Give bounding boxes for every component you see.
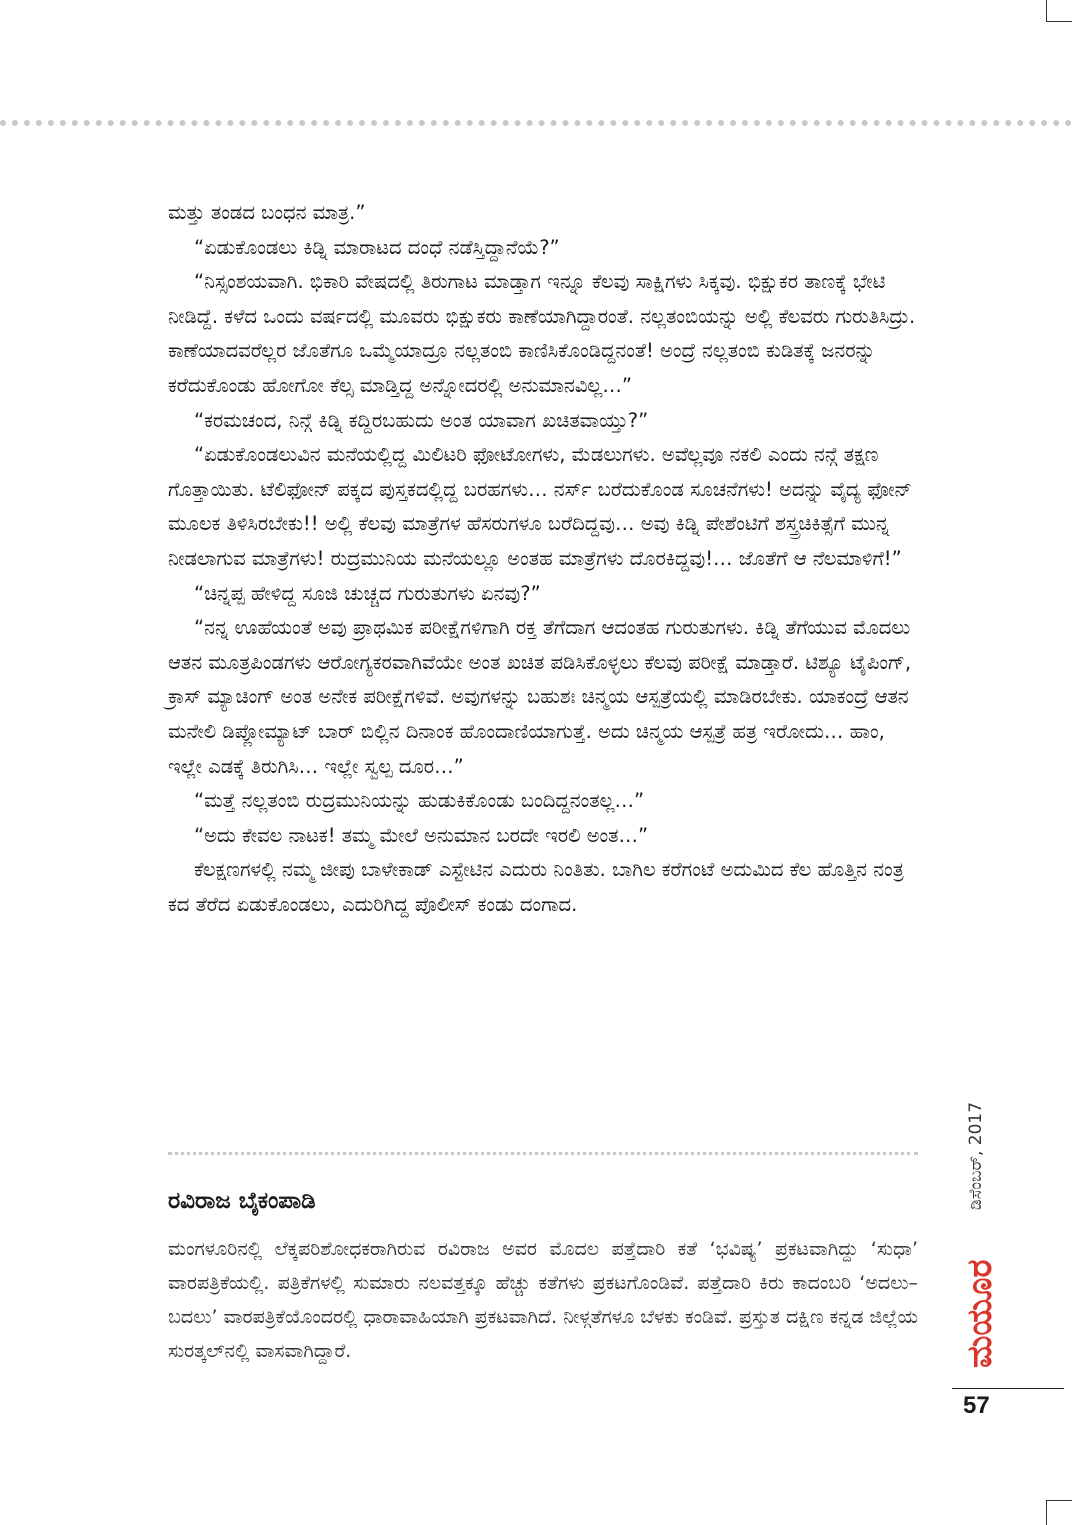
author-name: ರವಿರಾಜ ಬೈಕಂಪಾಡಿ <box>168 1188 316 1214</box>
crop-mark-top-right <box>1046 0 1047 22</box>
story-paragraph: “ಮತ್ತೆ ನಲ್ಲತಂಬಿ ರುದ್ರಮುನಿಯನ್ನು ಹುಡುಕಿಕೊಂಡು ಬಂದಿದ್ದನಂತಲ್ಲ…” <box>194 789 645 813</box>
story-paragraph: “ಅದು ಕೇವಲ ನಾಟಕ! ತಮ್ಮ ಮೇಲೆ ಅನುಮಾನ ಬರದೇ ಇರಲಿ ಅಂತ…” <box>194 823 649 847</box>
story-paragraph: “ಕರಮಚಂದ, ನಿನ್ಗೆ ಕಿಡ್ನಿ ಕದ್ದಿರಬಹುದು ಅಂತ ಯಾವಾಗ ಖಚಿತವಾಯ್ತು?” <box>194 408 649 432</box>
story-paragraph: ಕೆಲಕ್ಷಣಗಳಲ್ಲಿ ನಮ್ಮ ಜೀಪು ಬಾಳೇಕಾಡ್ ಎಸ್ಟೇಟಿನ ಎದುರು ನಿಂತಿತು. ಬಾಗಿಲ ಕರೆಗಂಟೆ ಅದುಮಿದ ಕೆಲ ಹೊತ್ತಿನ ನಂತ್ರ ಕದ ತೆರೆದ ಏಡುಕೊಂಡಲು, ಎದುರಿಗಿದ್ದ ಪೊಲೀಸ್ ಕಂಡು ದಂಗಾದ. <box>168 858 904 916</box>
story-paragraph: “ಚಿನ್ನಪ್ಪ ಹೇಳಿದ್ದ ಸೂಜಿ ಚುಚ್ಚದ ಗುರುತುಗಳು ಏನವು?” <box>194 581 541 605</box>
crop-mark-bottom-right-h <box>1046 1500 1072 1501</box>
bio-divider <box>168 1152 918 1155</box>
story-paragraph: “ಏಡುಕೊಂಡಲುವಿನ ಮನೆಯಲ್ಲಿದ್ದ ಮಿಲಿಟರಿ ಫೋಟೋಗಳು, ಮೆಡಲುಗಳು. ಅವೆಲ್ಲವೂ ನಕಲಿ ಎಂದು ನನ್ಗೆ ತಕ್ಷಣ ಗೊತ್ತಾಯಿತು. ಟೆಲಿಫೋನ್ ಪಕ್ಕದ ಪುಸ್ತಕದಲ್ಲಿದ್ದ ಬರಹಗಳು… ನರ್ಸ್ ಬರೆದುಕೊಂಡ ಸೂಚನೆಗಳು! ಅದನ್ನು ವೈದ್ಯ ಫೋನ್ ಮೂಲಕ ತಿಳಿಸಿರಬೇಕು!! ಅಲ್ಲಿ ಕೆಲವು ಮಾತ್ರೆಗಳ ಹೆಸರುಗಳೂ ಬರೆದಿದ್ದವು… ಅವು ಕಿಡ್ನಿ ಪೇಶೆಂಟಿಗೆ ಶಸ್ತ್ರಚಿಕಿತ್ಸೆಗೆ ಮುನ್ನ ನೀಡಲಾಗುವ ಮಾತ್ರೆಗಳು! ರುದ್ರಮುನಿಯ ಮನೆಯಲ್ಲೂ ಅಂತಹ ಮಾತ್ರೆಗಳು ದೊರಕಿದ್ದವು!… ಜೊತೆಗೆ ಆ ನೆಲಮಾಳಿಗೆ!” <box>168 443 912 570</box>
story-paragraph: “ಏಡುಕೊಂಡಲು ಕಿಡ್ನಿ ಮಾರಾಟದ ದಂಧೆ ನಡೆಸ್ತಿದ್ದಾನೆಯೆ?” <box>194 235 560 259</box>
top-dotted-rule <box>0 120 1072 126</box>
crop-mark-bottom-right <box>1046 1500 1047 1525</box>
page-number-rule <box>952 1388 1064 1389</box>
magazine-logo: ಮಯೂರ <box>960 1259 1000 1368</box>
story-paragraph: “ನನ್ನ ಊಹೆಯಂತೆ ಅವು ಪ್ರಾಥಮಿಕ ಪರೀಕ್ಷೆಗಳಿಗಾಗಿ ರಕ್ತ ತೆಗೆದಾಗ ಆದಂತಹ ಗುರುತುಗಳು. ಕಿಡ್ನಿ ತೆಗೆಯುವ ಮೊದಲು ಆತನ ಮೂತ್ರಪಿಂಡಗಳು ಆರೋಗ್ಯಕರವಾಗಿವೆಯೇ ಅಂತ ಖಚಿತ ಪಡಿಸಿಕೊಳ್ಳಲು ಕೆಲವು ಪರೀಕ್ಷೆ ಮಾಡ್ತಾರೆ. ಟಿಶ್ಯೂ ಟೈಪಿಂಗ್, ಕ್ರಾಸ್ ಮ್ಯಾಚಿಂಗ್ ಅಂತ ಅನೇಕ ಪರೀಕ್ಷೆಗಳಿವೆ. ಅವುಗಳನ್ನು ಬಹುಶಃ ಚಿನ್ಮಯ ಆಸ್ಪತ್ರೆಯಲ್ಲಿ ಮಾಡಿರಬೇಕು. ಯಾಕಂದ್ರೆ ಆತನ ಮನೇಲಿ ಡಿಪ್ಲೋಮ್ಯಾಟ್ ಬಾರ್ ಬಿಲ್ಲಿನ ದಿನಾಂಕ ಹೊಂದಾಣಿಯಾಗುತ್ತೆ. ಅದು ಚಿನ್ಮಯ ಆಸ್ಪತ್ರೆ ಹತ್ರ ಇರೋದು… ಹಾಂ, ಇಲ್ಲೇ ಎಡಕ್ಕೆ ತಿರುಗಿಸಿ… ಇಲ್ಲೇ ಸ್ವಲ್ಪ ದೂರ…” <box>168 616 912 778</box>
page-number: 57 <box>963 1392 990 1419</box>
story-body <box>168 196 920 922</box>
crop-mark-top-right-h <box>1046 21 1072 22</box>
story-paragraph: “ನಿಸ್ಸಂಶಯವಾಗಿ. ಭಿಕಾರಿ ವೇಷದಲ್ಲಿ ತಿರುಗಾಟ ಮಾಡ್ತಾಗ ಇನ್ನೂ ಕೆಲವು ಸಾಕ್ಷಿಗಳು ಸಿಕ್ಕವು. ಭಿಕ್ಷುಕರ ತಾಣಕ್ಕೆ ಭೇಟಿ ನೀಡಿದ್ದೆ. ಕಳೆದ ಒಂದು ವರ್ಷದಲ್ಲಿ ಮೂವರು ಭಿಕ್ಷುಕರು ಕಾಣೆಯಾಗಿದ್ದಾರಂತೆ. ನಲ್ಲತಂಬಿಯನ್ನು ಅಲ್ಲಿ ಕೆಲವರು ಗುರುತಿಸಿದ್ರು. ಕಾಣೆಯಾದವರೆಲ್ಲರ ಜೊತೆಗೂ ಒಮ್ಮೆಯಾದ್ರೂ ನಲ್ಲತಂಬಿ ಕಾಣಿಸಿಕೊಂಡಿದ್ದನಂತೆ! ಅಂದ್ರೆ ನಲ್ಲತಂಬಿ ಕುಡಿತಕ್ಕೆ ಜನರನ್ನು ಕರೆದುಕೊಂಡು ಹೋಗೋ ಕೆಲ್ಸ ಮಾಡ್ತಿದ್ದ ಅನ್ನೋದರಲ್ಲಿ ಅನುಮಾನವಿಲ್ಲ…” <box>168 270 916 397</box>
story-paragraph: ಮತ್ತು ತಂಡದ ಬಂಧನ ಮಾತ್ರ.” <box>168 201 366 224</box>
issue-date: ಡಿಸೆಂಬರ್, 2017 <box>966 1101 986 1210</box>
author-bio: ಮಂಗಳೂರಿನಲ್ಲಿ ಲೆಕ್ಕಪರಿಶೋಧಕರಾಗಿರುವ ರವಿರಾಜ ಅವರ ಮೊದಲ ಪತ್ತೆದಾರಿ ಕತೆ ‘ಭವಿಷ್ಯ’ ಪ್ರಕಟವಾಗಿದ್ದು ‘ಸುಧಾ’ ವಾರಪತ್ರಿಕೆಯಲ್ಲಿ. ಪತ್ರಿಕೆಗಳಲ್ಲಿ ಸುಮಾರು ನಲವತ್ತಕ್ಕೂ ಹೆಚ್ಚು ಕತೆಗಳು ಪ್ರಕಟಗೊಂಡಿವೆ. ಪತ್ತೆದಾರಿ ಕಿರು ಕಾದಂಬರಿ ‘ಅದಲು–ಬದಲು’ ವಾರಪತ್ರಿಕೆಯೊಂದರಲ್ಲಿ ಧಾರಾವಾಹಿಯಾಗಿ ಪ್ರಕಟವಾಗಿದೆ. ನೀಳ್ಗತೆಗಳೂ ಬೆಳಕು ಕಂಡಿವೆ. ಪ್ರಸ್ತುತ ದಕ್ಷಿಣ ಕನ್ನಡ ಜಿಲ್ಲೆಯ ಸುರತ್ಕಲ್‌ನಲ್ಲಿ ವಾಸವಾಗಿದ್ದಾರೆ. <box>168 1238 918 1362</box>
